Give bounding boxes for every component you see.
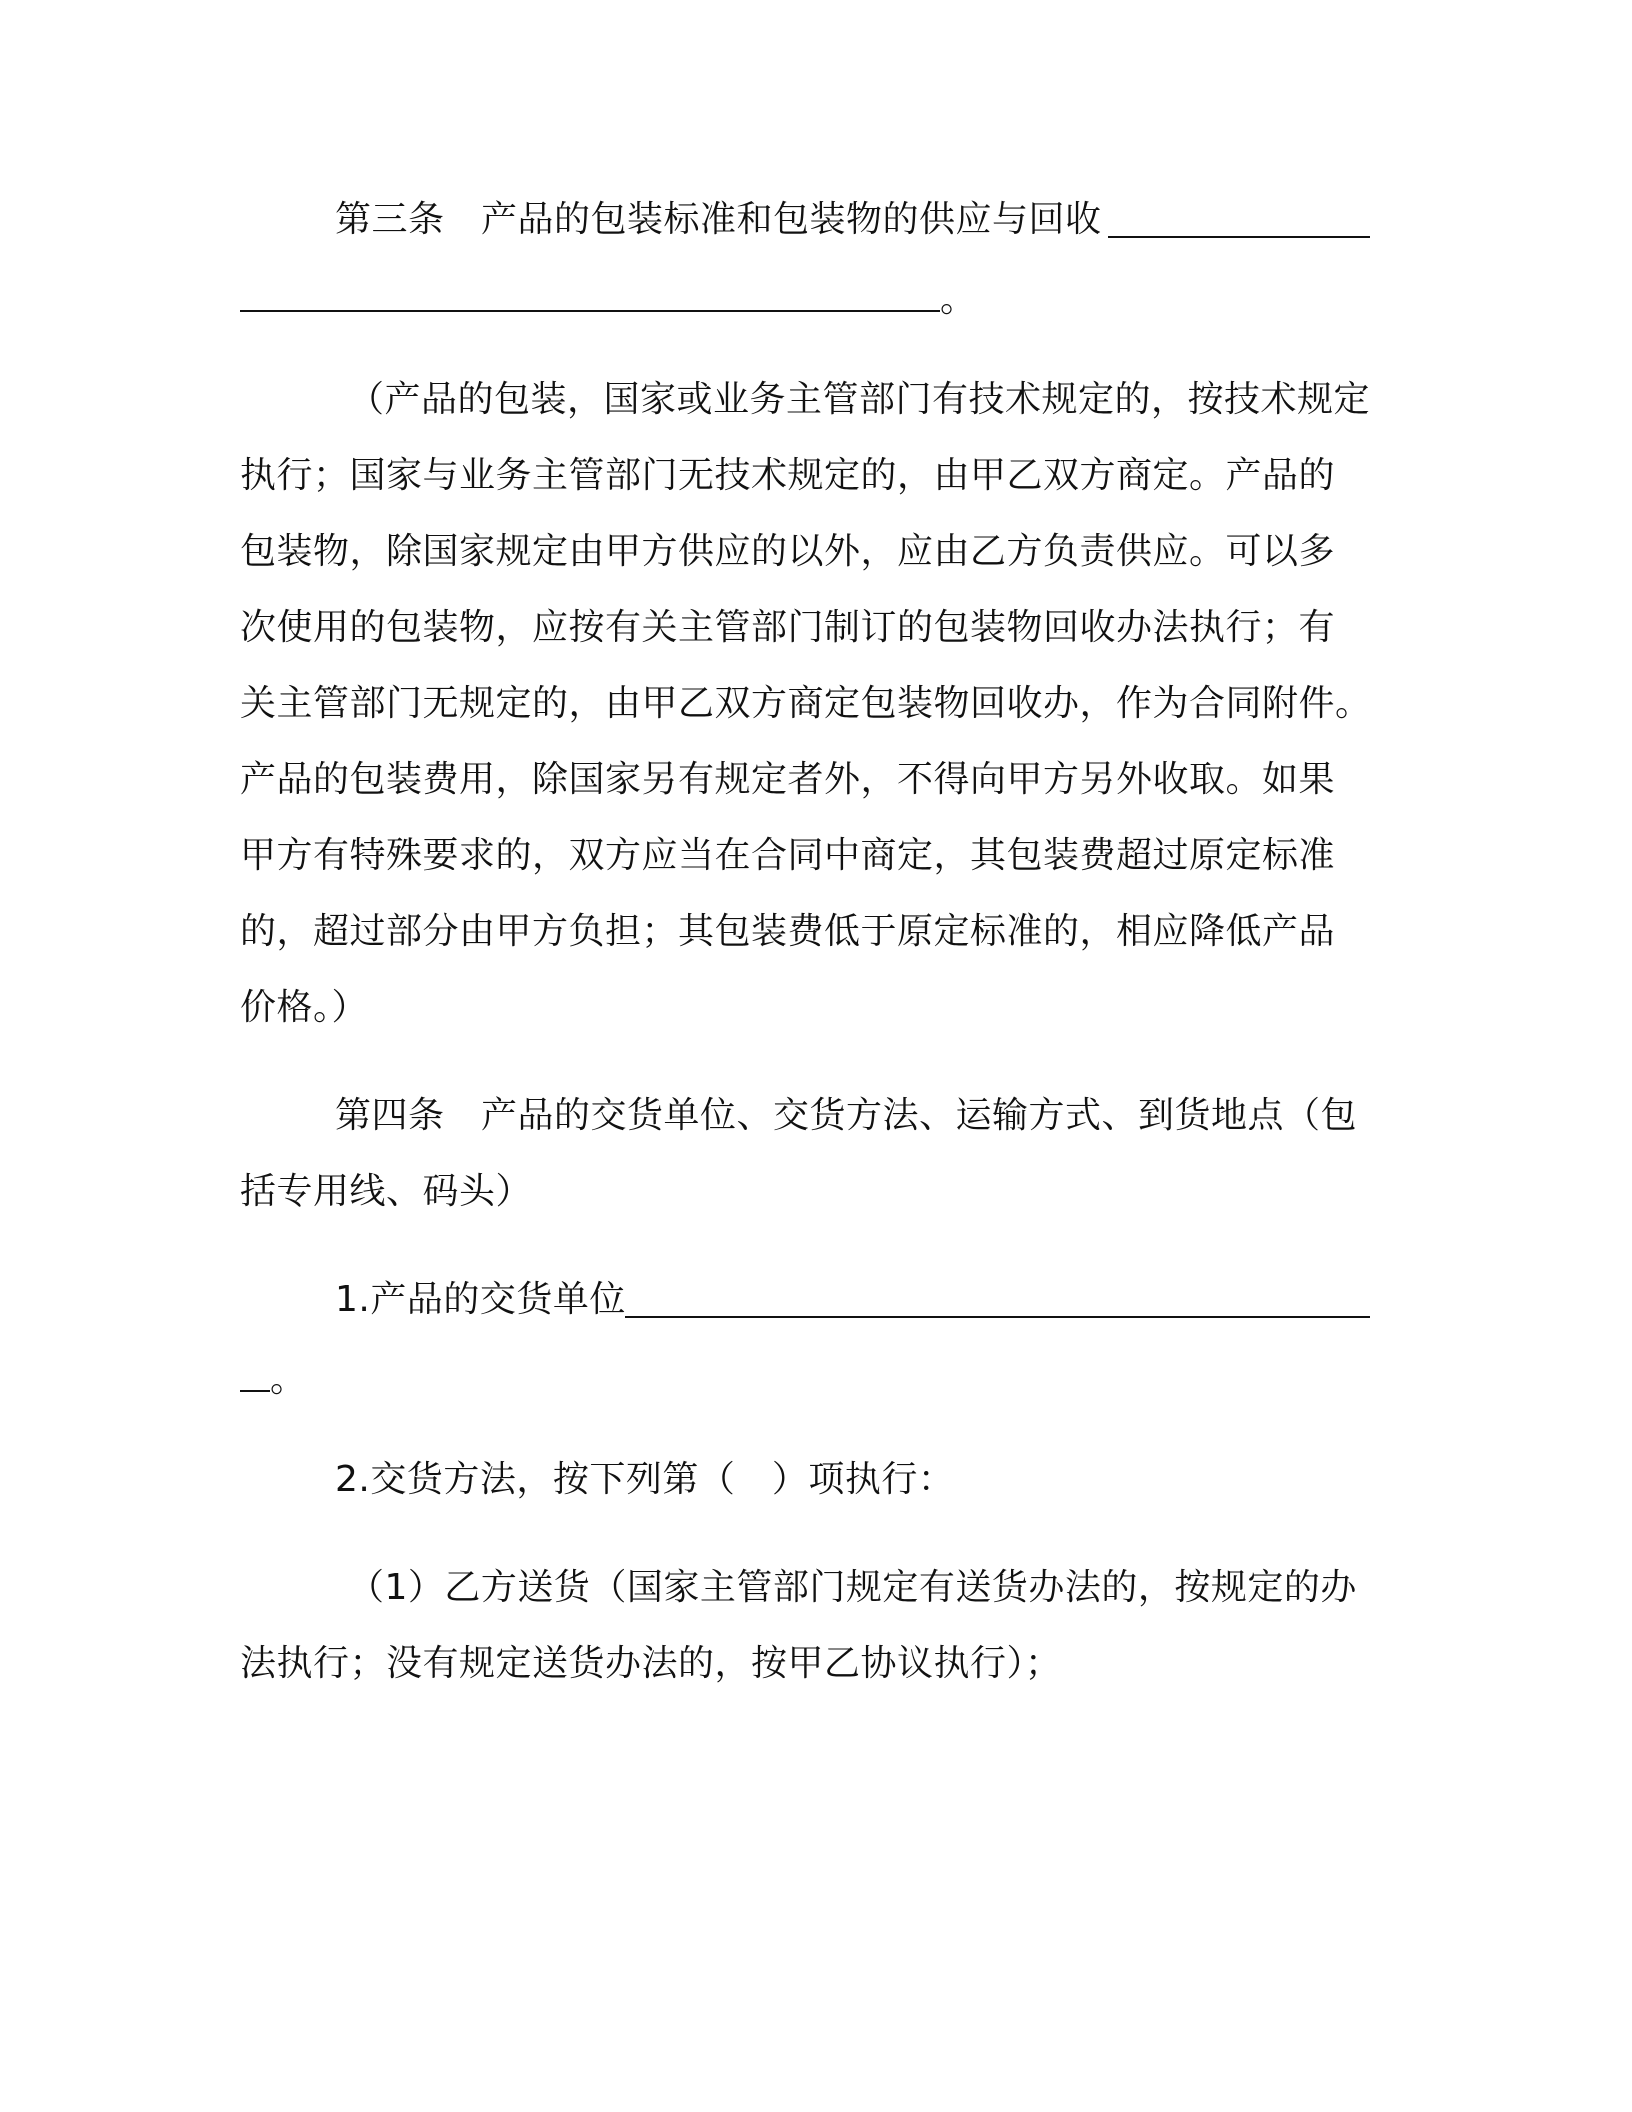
item-2-label: 2.交货方法，按下列第（ ）项执行： [335, 1459, 955, 1500]
article-3-note-line-5: 关主管部门无规定的，由甲乙双方商定包装物回收办，作为合同附件。 [240, 683, 1372, 724]
item-1-blank-1[interactable] [625, 1316, 1370, 1318]
item-2-sub-1-line-1: （1）乙方送货（国家主管部门规定有送货办法的，按规定的办 [348, 1567, 1357, 1608]
article-3-note-line-9: 价格。） [240, 987, 369, 1028]
article-4-title-line-1: 第四条 产品的交货单位、交货方法、运输方式、到货地点（包 [335, 1095, 1358, 1136]
item-2-sub-1-line-2: 法执行；没有规定送货办法的，按甲乙协议执行）； [240, 1643, 1062, 1684]
item-1-blank-2[interactable] [240, 1390, 270, 1392]
article-3-blank-2[interactable] [240, 310, 940, 312]
article-3-note-line-1: （产品的包装，国家或业务主管部门有技术规定的，按技术规定 [348, 379, 1371, 420]
item-1-label: 1.产品的交货单位 [335, 1279, 626, 1320]
article-3-note-line-3: 包装物，除国家规定由甲方供应的以外，应由乙方负责供应。可以多 [240, 531, 1336, 572]
article-4-title-line-2: 括专用线、码头） [240, 1171, 533, 1212]
article-3-note-line-4: 次使用的包装物，应按有关主管部门制订的包装物回收办法执行；有 [240, 607, 1336, 648]
article-3-note-line-6: 产品的包装费用，除国家另有规定者外，不得向甲方另外收取。如果 [240, 759, 1336, 800]
article-3-end-mark: 。 [940, 279, 977, 320]
article-3-note-line-2: 执行；国家与业务主管部门无技术规定的，由甲乙双方商定。产品的 [240, 455, 1336, 496]
article-3-note-line-8: 的，超过部分由甲方负担；其包装费低于原定标准的，相应降低产品 [240, 911, 1336, 952]
article-3-note-line-7: 甲方有特殊要求的，双方应当在合同中商定，其包装费超过原定标准 [240, 835, 1336, 876]
item-1-end-mark: 。 [270, 1359, 307, 1400]
article-3-title: 第三条 产品的包装标准和包装物的供应与回收 [335, 199, 1102, 240]
article-3-blank-1[interactable] [1108, 236, 1370, 238]
